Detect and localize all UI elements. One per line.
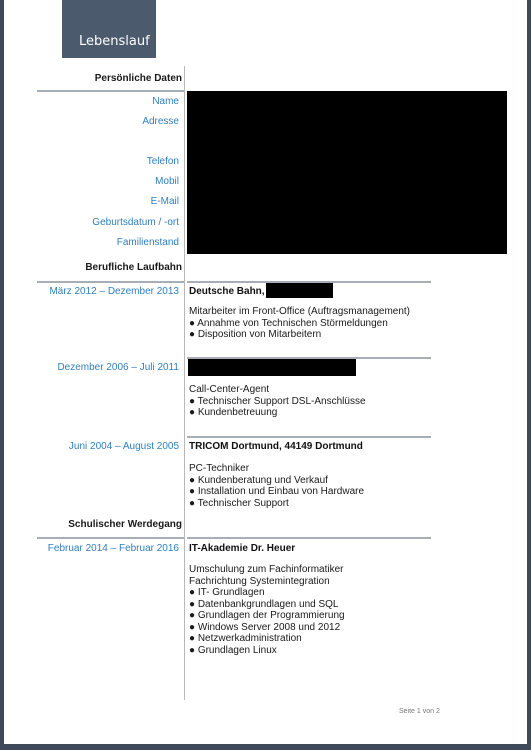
career-bullet: ● Annahme von Technischen Störmeldungen	[189, 317, 388, 329]
cv-title-box	[62, 0, 156, 58]
section-rule-education-left	[37, 537, 184, 539]
label-address: Adresse	[142, 116, 179, 127]
career-org-1: Deutsche Bahn,	[189, 286, 265, 297]
section-rule-education-right	[187, 537, 431, 539]
label-email: E-Mail	[150, 196, 179, 207]
career-date-1: März 2012 – Dezember 2013	[49, 286, 179, 297]
career-bullet: ● Installation und Einbau von Hardware	[189, 486, 365, 497]
career-desc-3	[189, 463, 364, 509]
label-marital-status: Familienstand	[116, 237, 179, 248]
career-desc-1	[189, 306, 410, 341]
education-org-1: IT-Akademie Dr. Heuer	[189, 543, 296, 554]
redacted-personal-data	[187, 91, 507, 254]
cv-title: Lebenslauf	[79, 34, 150, 49]
label-phone: Telefon	[146, 156, 179, 167]
label-birth: Geburtsdatum / -ort	[92, 217, 179, 228]
education-role-line: Umschulung zum Fachinformatiker	[189, 564, 344, 575]
education-bullet: ● Grundlagen Linux	[189, 644, 277, 656]
education-bullet: ● Grundlagen der Programmierung	[189, 610, 345, 621]
career-bullet: ● Technischer Support DSL-Anschlüsse	[189, 395, 366, 407]
section-title-education: Schulischer Werdegang	[68, 519, 182, 530]
page-footer: Seite 1 von 2	[399, 708, 440, 715]
education-desc-1	[189, 564, 345, 656]
label-mobile: Mobil	[155, 176, 179, 187]
career-date-3: Juni 2004 – August 2005	[68, 441, 179, 452]
career-bullet: ● Technischer Support	[189, 497, 289, 509]
education-bullet: ● Windows Server 2008 und 2012	[189, 621, 341, 633]
career-role-3: PC-Techniker	[189, 463, 250, 474]
career-role-1: Mitarbeiter im Front-Office (Auftragsmanagement)	[189, 306, 411, 317]
career-desc-2	[189, 384, 366, 419]
section-title-career: Berufliche Laufbahn	[85, 262, 182, 273]
section-rule-career-left	[37, 281, 184, 283]
section-title-personal: Persönliche Daten	[94, 73, 182, 84]
redacted-employer-name	[188, 359, 356, 376]
career-date-2: Dezember 2006 – Juli 2011	[57, 362, 179, 373]
career-bullet: ● Kundenbetreuung	[189, 407, 278, 418]
label-name: Name	[152, 96, 179, 107]
section-rule-personal	[37, 90, 184, 92]
cv-page	[4, 0, 527, 744]
education-bullet: ● Netzwerkadministration	[189, 633, 302, 644]
career-bullet: ● Kundenberatung und Verkauf	[189, 474, 328, 486]
timeline-divider	[184, 66, 185, 700]
career-role-2: Call-Center-Agent	[189, 384, 270, 395]
redacted-employer-detail	[266, 283, 333, 298]
education-date-1: Februar 2014 – Februar 2016	[47, 543, 179, 554]
education-bullet: ● Datenbankgrundlagen und SQL	[189, 598, 339, 610]
career-bullet: ● Disposition von Mitarbeitern	[189, 329, 322, 340]
education-role-line: Fachrichtung Systemintegration	[189, 575, 330, 587]
education-bullet: ● IT- Grundlagen	[189, 587, 265, 598]
entry-rule	[187, 436, 431, 438]
career-org-3: TRICOM Dortmund, 44149 Dortmund	[189, 441, 363, 452]
